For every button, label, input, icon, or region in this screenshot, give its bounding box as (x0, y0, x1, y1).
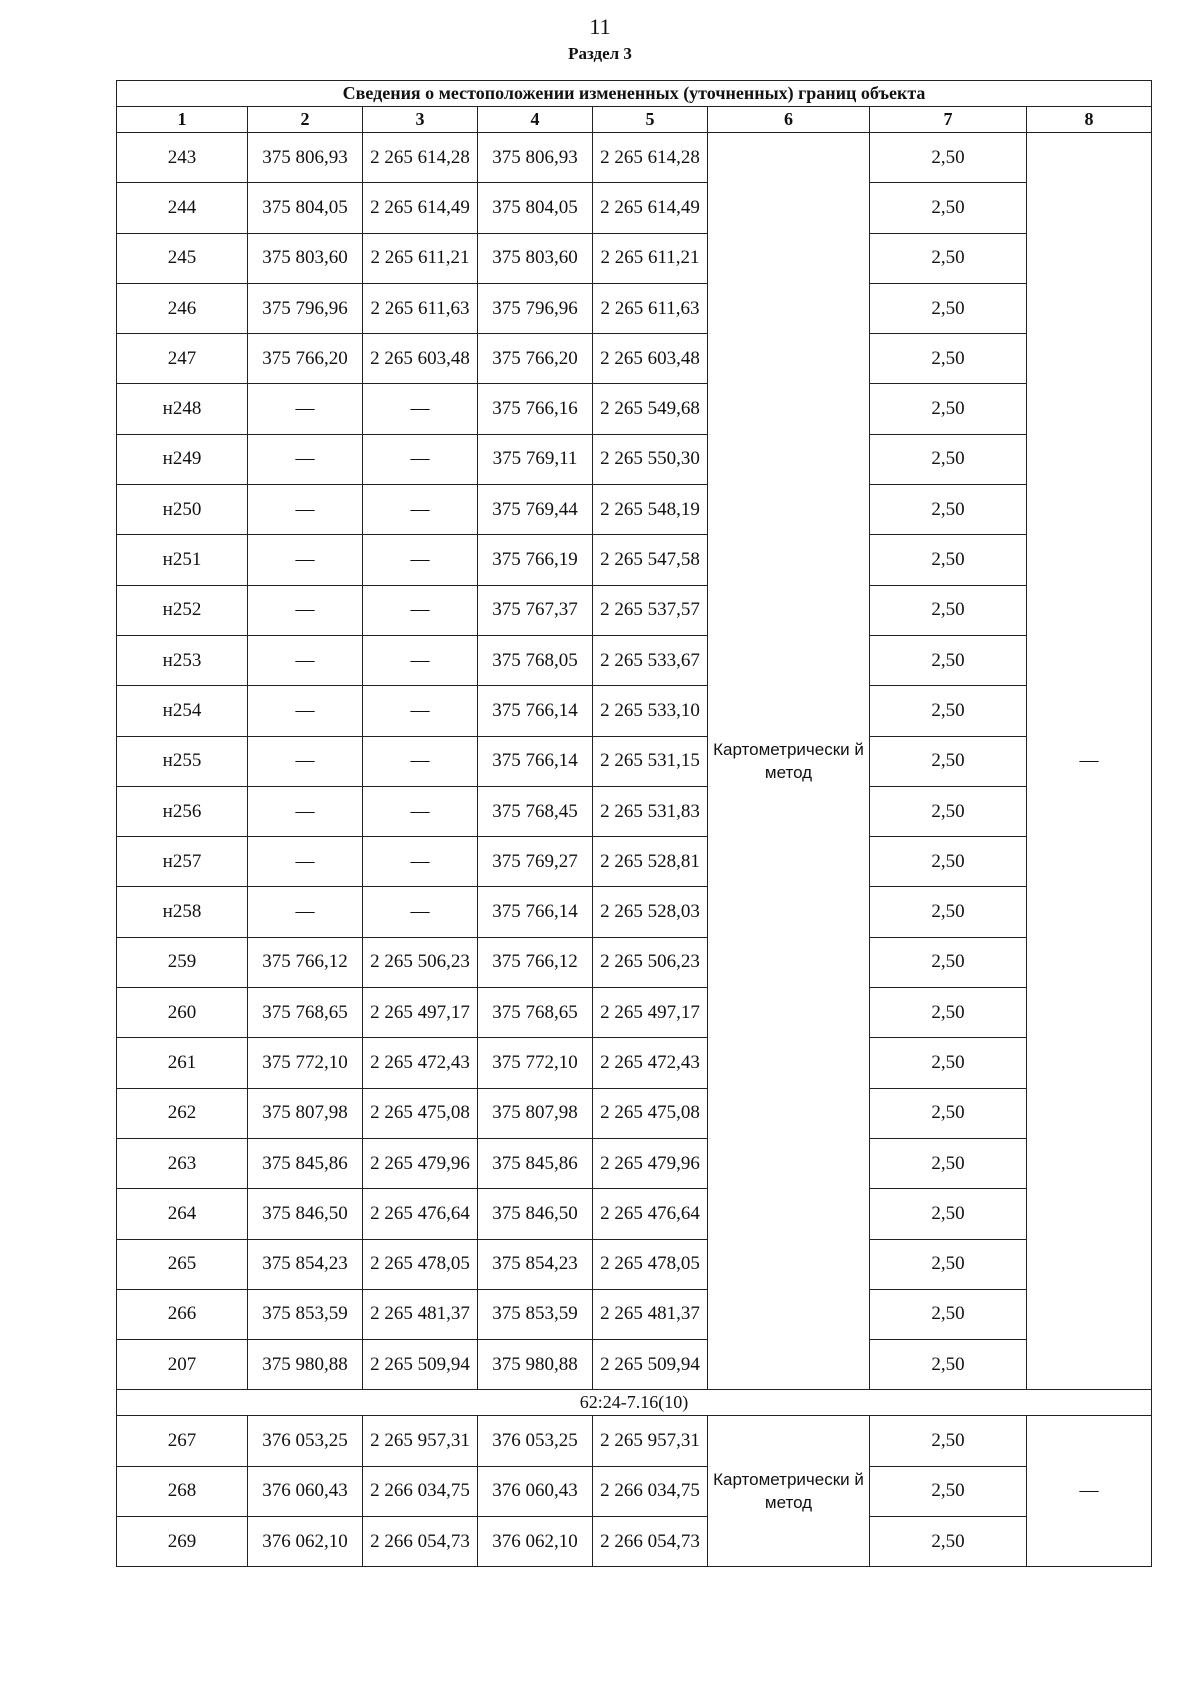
accuracy-cell: 2,50 (870, 485, 1027, 535)
accuracy-cell: 2,50 (870, 434, 1027, 484)
new-x-cell: 375 766,14 (478, 887, 593, 937)
old-y-cell: 2 265 614,28 (363, 133, 478, 183)
new-y-cell: 2 265 533,10 (593, 686, 708, 736)
cadastral-number-label: 62:24-7.16(10) (117, 1390, 1152, 1416)
accuracy-cell: 2,50 (870, 1189, 1027, 1239)
old-x-cell: 375 796,96 (248, 283, 363, 333)
table-row (117, 1466, 1152, 1516)
accuracy-cell: 2,50 (870, 283, 1027, 333)
old-x-cell: 375 854,23 (248, 1239, 363, 1289)
accuracy-cell: 2,50 (870, 1138, 1027, 1188)
new-y-cell: 2 265 509,94 (593, 1340, 708, 1390)
new-x-cell: 375 772,10 (478, 1038, 593, 1088)
accuracy-cell: 2,50 (870, 233, 1027, 283)
old-x-cell: — (248, 434, 363, 484)
column-number: 2 (248, 107, 363, 133)
old-y-cell: — (363, 384, 478, 434)
accuracy-cell: 2,50 (870, 1466, 1027, 1516)
old-y-cell: 2 265 478,05 (363, 1239, 478, 1289)
old-y-cell: — (363, 837, 478, 887)
table-row (117, 535, 1152, 585)
old-y-cell: 2 265 611,63 (363, 283, 478, 333)
new-x-cell: 375 766,12 (478, 937, 593, 987)
point-number-cell: н253 (117, 635, 248, 685)
accuracy-cell: 2,50 (870, 183, 1027, 233)
old-y-cell: 2 265 611,21 (363, 233, 478, 283)
old-y-cell: — (363, 485, 478, 535)
new-x-cell: 375 768,45 (478, 786, 593, 836)
old-y-cell: 2 265 603,48 (363, 334, 478, 384)
point-number-cell: н255 (117, 736, 248, 786)
new-x-cell: 375 766,19 (478, 535, 593, 585)
point-number-cell: 261 (117, 1038, 248, 1088)
point-number-cell: н249 (117, 434, 248, 484)
old-x-cell: — (248, 635, 363, 685)
point-number-cell: 262 (117, 1088, 248, 1138)
column-number: 7 (870, 107, 1027, 133)
section-title: Раздел 3 (568, 44, 632, 63)
point-number-cell: н257 (117, 837, 248, 887)
new-y-cell: 2 265 611,63 (593, 283, 708, 333)
point-number-cell: 268 (117, 1466, 248, 1516)
new-x-cell: 375 766,16 (478, 384, 593, 434)
table-row (117, 233, 1152, 283)
point-number-cell: 245 (117, 233, 248, 283)
new-y-cell: 2 265 611,21 (593, 233, 708, 283)
group-label-row (117, 1390, 1152, 1416)
page-number: 11 (589, 14, 611, 39)
old-y-cell: 2 265 475,08 (363, 1088, 478, 1138)
table-row (117, 837, 1152, 887)
column-number: 4 (478, 107, 593, 133)
old-y-cell: 2 265 472,43 (363, 1038, 478, 1088)
old-x-cell: 375 853,59 (248, 1289, 363, 1339)
new-y-cell: 2 265 479,96 (593, 1138, 708, 1188)
table-row (117, 1088, 1152, 1138)
accuracy-cell: 2,50 (870, 837, 1027, 887)
new-x-cell: 375 768,05 (478, 635, 593, 685)
point-number-cell: н256 (117, 786, 248, 836)
new-x-cell: 375 806,93 (478, 133, 593, 183)
accuracy-cell: 2,50 (870, 535, 1027, 585)
accuracy-cell: 2,50 (870, 334, 1027, 384)
table-row (117, 283, 1152, 333)
method-cell: Картометрически й метод (708, 1416, 870, 1567)
new-x-cell: 375 807,98 (478, 1088, 593, 1138)
new-y-cell: 2 265 548,19 (593, 485, 708, 535)
table-row (117, 434, 1152, 484)
column-number: 8 (1027, 107, 1152, 133)
table-row (117, 485, 1152, 535)
old-y-cell: 2 265 614,49 (363, 183, 478, 233)
point-number-cell: 267 (117, 1416, 248, 1466)
new-x-cell: 375 804,05 (478, 183, 593, 233)
new-y-cell: 2 265 497,17 (593, 988, 708, 1038)
new-x-cell: 375 767,37 (478, 585, 593, 635)
table-caption: Сведения о местоположении измененных (уточненных) границ объекта (117, 81, 1152, 107)
old-x-cell: 375 846,50 (248, 1189, 363, 1239)
new-y-cell: 2 265 533,67 (593, 635, 708, 685)
new-y-cell: 2 265 528,03 (593, 887, 708, 937)
point-number-cell: н250 (117, 485, 248, 535)
accuracy-cell: 2,50 (870, 384, 1027, 434)
new-x-cell: 376 062,10 (478, 1517, 593, 1567)
new-x-cell: 375 766,20 (478, 334, 593, 384)
column-8-cell: — (1027, 133, 1152, 1390)
new-x-cell: 375 766,14 (478, 736, 593, 786)
point-number-cell: 263 (117, 1138, 248, 1188)
new-x-cell: 375 980,88 (478, 1340, 593, 1390)
point-number-cell: н251 (117, 535, 248, 585)
old-x-cell: 376 062,10 (248, 1517, 363, 1567)
new-y-cell: 2 265 550,30 (593, 434, 708, 484)
accuracy-cell: 2,50 (870, 1239, 1027, 1289)
column-number: 5 (593, 107, 708, 133)
new-y-cell: 2 265 528,81 (593, 837, 708, 887)
new-y-cell: 2 265 547,58 (593, 535, 708, 585)
old-y-cell: 2 265 481,37 (363, 1289, 478, 1339)
point-number-cell: 244 (117, 183, 248, 233)
point-number-cell: н248 (117, 384, 248, 434)
accuracy-cell: 2,50 (870, 1416, 1027, 1466)
new-x-cell: 375 853,59 (478, 1289, 593, 1339)
old-y-cell: — (363, 686, 478, 736)
new-x-cell: 376 053,25 (478, 1416, 593, 1466)
old-x-cell: — (248, 485, 363, 535)
new-x-cell: 375 845,86 (478, 1138, 593, 1188)
accuracy-cell: 2,50 (870, 1088, 1027, 1138)
point-number-cell: н254 (117, 686, 248, 736)
old-x-cell: 376 053,25 (248, 1416, 363, 1466)
table-row (117, 1038, 1152, 1088)
table-row (117, 384, 1152, 434)
new-x-cell: 375 768,65 (478, 988, 593, 1038)
point-number-cell: н252 (117, 585, 248, 635)
accuracy-cell: 2,50 (870, 1038, 1027, 1088)
table-row (117, 1138, 1152, 1188)
old-x-cell: 375 768,65 (248, 988, 363, 1038)
old-x-cell: 375 766,20 (248, 334, 363, 384)
accuracy-cell: 2,50 (870, 1340, 1027, 1390)
coordinates-table (116, 80, 1152, 1567)
accuracy-cell: 2,50 (870, 786, 1027, 836)
new-y-cell: 2 265 478,05 (593, 1239, 708, 1289)
old-x-cell: — (248, 384, 363, 434)
old-y-cell: — (363, 585, 478, 635)
table-row (117, 1289, 1152, 1339)
old-x-cell: 375 845,86 (248, 1138, 363, 1188)
old-y-cell: — (363, 535, 478, 585)
table-row (117, 1416, 1152, 1466)
new-y-cell: 2 266 034,75 (593, 1466, 708, 1516)
new-y-cell: 2 265 603,48 (593, 334, 708, 384)
old-y-cell: — (363, 736, 478, 786)
table-row (117, 183, 1152, 233)
old-y-cell: — (363, 635, 478, 685)
old-x-cell: 375 980,88 (248, 1340, 363, 1390)
table-row (117, 1239, 1152, 1289)
old-x-cell: — (248, 887, 363, 937)
old-x-cell: 375 772,10 (248, 1038, 363, 1088)
new-y-cell: 2 265 531,83 (593, 786, 708, 836)
table-row (117, 736, 1152, 786)
table-row (117, 585, 1152, 635)
accuracy-cell: 2,50 (870, 585, 1027, 635)
table-row (117, 786, 1152, 836)
new-y-cell: 2 266 054,73 (593, 1517, 708, 1567)
column-number-row (117, 107, 1152, 133)
old-y-cell: 2 265 509,94 (363, 1340, 478, 1390)
new-y-cell: 2 265 475,08 (593, 1088, 708, 1138)
old-x-cell: 375 804,05 (248, 183, 363, 233)
new-y-cell: 2 265 957,31 (593, 1416, 708, 1466)
table-row (117, 334, 1152, 384)
old-y-cell: 2 266 034,75 (363, 1466, 478, 1516)
new-y-cell: 2 265 506,23 (593, 937, 708, 987)
accuracy-cell: 2,50 (870, 887, 1027, 937)
new-x-cell: 375 846,50 (478, 1189, 593, 1239)
column-number: 6 (708, 107, 870, 133)
accuracy-cell: 2,50 (870, 1289, 1027, 1339)
point-number-cell: 266 (117, 1289, 248, 1339)
old-y-cell: — (363, 434, 478, 484)
new-y-cell: 2 265 481,37 (593, 1289, 708, 1339)
old-x-cell: 375 807,98 (248, 1088, 363, 1138)
new-x-cell: 375 803,60 (478, 233, 593, 283)
old-x-cell: 375 806,93 (248, 133, 363, 183)
new-y-cell: 2 265 472,43 (593, 1038, 708, 1088)
old-x-cell: 376 060,43 (248, 1466, 363, 1516)
new-x-cell: 375 769,44 (478, 485, 593, 535)
table-row (117, 133, 1152, 183)
new-y-cell: 2 265 614,49 (593, 183, 708, 233)
old-y-cell: 2 265 957,31 (363, 1416, 478, 1466)
old-y-cell: — (363, 887, 478, 937)
new-x-cell: 375 796,96 (478, 283, 593, 333)
old-x-cell: — (248, 786, 363, 836)
old-y-cell: — (363, 786, 478, 836)
old-x-cell: — (248, 686, 363, 736)
accuracy-cell: 2,50 (870, 686, 1027, 736)
table-row (117, 686, 1152, 736)
accuracy-cell: 2,50 (870, 937, 1027, 987)
new-x-cell: 375 854,23 (478, 1239, 593, 1289)
table-row (117, 988, 1152, 1038)
new-y-cell: 2 265 531,15 (593, 736, 708, 786)
table-row (117, 1517, 1152, 1567)
old-x-cell: 375 766,12 (248, 937, 363, 987)
new-y-cell: 2 265 614,28 (593, 133, 708, 183)
point-number-cell: 207 (117, 1340, 248, 1390)
old-x-cell: — (248, 736, 363, 786)
accuracy-cell: 2,50 (870, 1517, 1027, 1567)
point-number-cell: 260 (117, 988, 248, 1038)
column-number: 3 (363, 107, 478, 133)
table-row (117, 937, 1152, 987)
accuracy-cell: 2,50 (870, 133, 1027, 183)
table-row (117, 635, 1152, 685)
old-x-cell: — (248, 585, 363, 635)
old-y-cell: 2 265 497,17 (363, 988, 478, 1038)
old-y-cell: 2 266 054,73 (363, 1517, 478, 1567)
accuracy-cell: 2,50 (870, 635, 1027, 685)
new-y-cell: 2 265 537,57 (593, 585, 708, 635)
new-x-cell: 375 769,27 (478, 837, 593, 887)
new-x-cell: 376 060,43 (478, 1466, 593, 1516)
accuracy-cell: 2,50 (870, 736, 1027, 786)
column-8-cell: — (1027, 1416, 1152, 1567)
new-y-cell: 2 265 549,68 (593, 384, 708, 434)
column-number: 1 (117, 107, 248, 133)
accuracy-cell: 2,50 (870, 988, 1027, 1038)
point-number-cell: 259 (117, 937, 248, 987)
point-number-cell: 247 (117, 334, 248, 384)
old-x-cell: — (248, 837, 363, 887)
table-row (117, 887, 1152, 937)
table-row (117, 1340, 1152, 1390)
method-cell: Картометрически й метод (708, 133, 870, 1390)
old-y-cell: 2 265 479,96 (363, 1138, 478, 1188)
point-number-cell: 265 (117, 1239, 248, 1289)
point-number-cell: 246 (117, 283, 248, 333)
old-x-cell: 375 803,60 (248, 233, 363, 283)
old-y-cell: 2 265 476,64 (363, 1189, 478, 1239)
new-x-cell: 375 769,11 (478, 434, 593, 484)
point-number-cell: 243 (117, 133, 248, 183)
point-number-cell: н258 (117, 887, 248, 937)
old-x-cell: — (248, 535, 363, 585)
old-y-cell: 2 265 506,23 (363, 937, 478, 987)
point-number-cell: 264 (117, 1189, 248, 1239)
point-number-cell: 269 (117, 1517, 248, 1567)
table-row (117, 1189, 1152, 1239)
new-y-cell: 2 265 476,64 (593, 1189, 708, 1239)
new-x-cell: 375 766,14 (478, 686, 593, 736)
